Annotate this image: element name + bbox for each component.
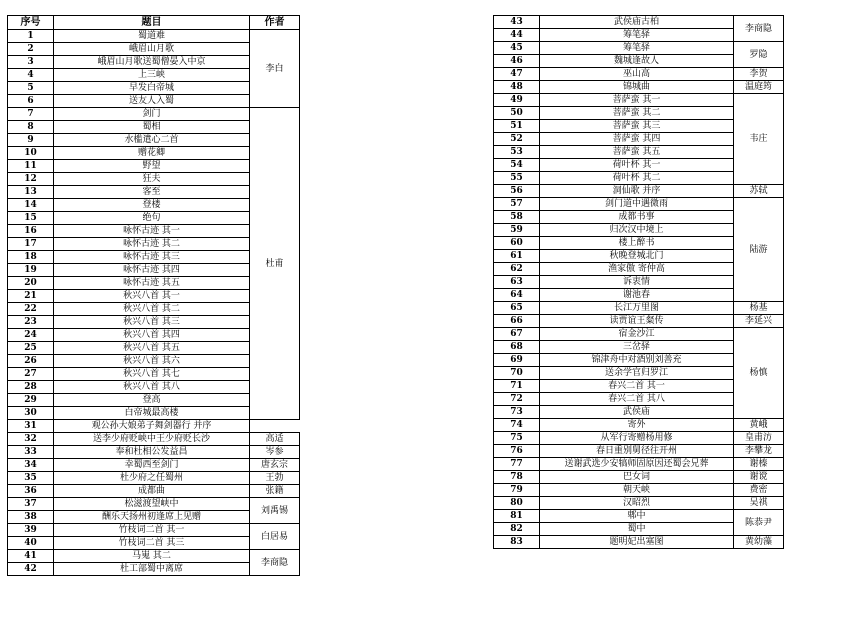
- poem-title: 春日重别舅径往开州: [540, 445, 734, 458]
- poem-title: 秋兴八首 其二: [54, 303, 250, 316]
- poem-number: 24: [8, 329, 54, 342]
- poem-number: 2: [8, 43, 54, 56]
- poem-title: 菩萨蛮 其一: [540, 94, 734, 107]
- header-title: 题目: [54, 16, 250, 30]
- poem-title: 洞仙歌 并序: [540, 185, 734, 198]
- poem-author: 费密: [734, 484, 784, 497]
- poem-title: 水槛遣心二首: [54, 134, 250, 147]
- poem-author: 唐玄宗: [250, 459, 300, 472]
- poem-author: 温庭筠: [734, 81, 784, 94]
- poem-author: 黄峨: [734, 419, 784, 432]
- poem-title: 奉和杜相公发益昌: [54, 446, 250, 459]
- poem-title: 杜工部蜀中离席: [54, 563, 250, 576]
- poem-number: 34: [8, 459, 54, 472]
- table-row: [494, 497, 784, 510]
- table-row: [494, 445, 784, 458]
- poem-number: 52: [494, 133, 540, 146]
- poem-number: 74: [494, 419, 540, 432]
- poem-number: 79: [494, 484, 540, 497]
- table-row: [8, 433, 300, 446]
- poem-author: 李延兴: [734, 315, 784, 328]
- poem-number: 4: [8, 69, 54, 82]
- poem-title: 秋兴八首 其六: [54, 355, 250, 368]
- poem-author: 王勃: [250, 472, 300, 485]
- poem-title: 从军行寄赠杨用修: [540, 432, 734, 445]
- poem-title: 酬乐天扬州初逢席上见赠: [54, 511, 250, 524]
- poem-number: 77: [494, 458, 540, 471]
- poem-title: 咏怀古迹 其二: [54, 238, 250, 251]
- poem-title: 竹枝词二首 其三: [54, 537, 250, 550]
- poem-number: 14: [8, 199, 54, 212]
- table-row: [8, 524, 300, 537]
- poem-number: 60: [494, 237, 540, 250]
- poem-author: 白居易: [250, 524, 300, 550]
- poem-number: 75: [494, 432, 540, 445]
- table-row: [494, 458, 784, 471]
- poem-author: 韦庄: [734, 94, 784, 185]
- poem-author: 陈恭尹: [734, 510, 784, 536]
- poem-title: 谢池春: [540, 289, 734, 302]
- poem-title: 送友人入蜀: [54, 95, 250, 108]
- poem-number: 76: [494, 445, 540, 458]
- poem-number: 66: [494, 315, 540, 328]
- poem-table-left-body: [8, 30, 300, 576]
- poem-number: 11: [8, 160, 54, 173]
- poem-title: 诉衷情: [540, 276, 734, 289]
- poem-number: 64: [494, 289, 540, 302]
- poem-number: 59: [494, 224, 540, 237]
- poem-number: 5: [8, 82, 54, 95]
- table-row: [8, 420, 300, 433]
- poem-author: 刘禹锡: [250, 498, 300, 524]
- poem-author: 高适: [250, 433, 300, 446]
- poem-title: 题明妃出塞图: [540, 536, 734, 549]
- poem-number: 51: [494, 120, 540, 133]
- poem-title: 武侯庙: [540, 406, 734, 419]
- poem-number: 50: [494, 107, 540, 120]
- poem-author: 罗隐: [734, 42, 784, 68]
- table-row: [8, 485, 300, 498]
- poem-title: 菩萨蛮 其四: [540, 133, 734, 146]
- poem-number: 70: [494, 367, 540, 380]
- poem-number: 1: [8, 30, 54, 43]
- poem-number: 7: [8, 108, 54, 121]
- poem-title: 秋兴八首 其四: [54, 329, 250, 342]
- poem-title: 锦津舟中对酒别刘善充: [540, 354, 734, 367]
- poem-title: 筹笔驿: [540, 29, 734, 42]
- poem-title: 松滋渡望峡中: [54, 498, 250, 511]
- table-row: [8, 446, 300, 459]
- poem-number: 67: [494, 328, 540, 341]
- poem-number: 27: [8, 368, 54, 381]
- poem-author: 李白: [250, 30, 300, 108]
- poem-title: 竹枝词二首 其一: [54, 524, 250, 537]
- poem-number: 71: [494, 380, 540, 393]
- poem-number: 41: [8, 550, 54, 563]
- poem-number: 82: [494, 523, 540, 536]
- table-row: [494, 328, 784, 341]
- poem-number: 68: [494, 341, 540, 354]
- poem-title: 秋兴八首 其一: [54, 290, 250, 303]
- poem-author: 苏轼: [734, 185, 784, 198]
- poem-number: 73: [494, 406, 540, 419]
- poem-title: 杜少府之任蜀州: [54, 472, 250, 485]
- table-row: [494, 42, 784, 55]
- poem-number: 33: [8, 446, 54, 459]
- poem-number: 3: [8, 56, 54, 69]
- poem-number: 20: [8, 277, 54, 290]
- poem-number: 62: [494, 263, 540, 276]
- poem-number: 78: [494, 471, 540, 484]
- table-row: [8, 472, 300, 485]
- poem-number: 69: [494, 354, 540, 367]
- poem-title: 白帝城最高楼: [54, 407, 250, 420]
- poem-title: 筹笔驿: [540, 42, 734, 55]
- poem-title: 野望: [54, 160, 250, 173]
- poem-number: 46: [494, 55, 540, 68]
- poem-number: 19: [8, 264, 54, 277]
- poem-title: 渔家傲 寄仲高: [540, 263, 734, 276]
- poem-author: 杨慎: [734, 328, 784, 419]
- poem-number: 26: [8, 355, 54, 368]
- header-num: 序号: [8, 16, 54, 30]
- poem-title: 绝句: [54, 212, 250, 225]
- poem-number: 57: [494, 198, 540, 211]
- poem-title: 菩萨蛮 其三: [540, 120, 734, 133]
- poem-number: 47: [494, 68, 540, 81]
- poem-title: 荷叶杯 其二: [540, 172, 734, 185]
- table-row: [494, 484, 784, 497]
- poem-number: 72: [494, 393, 540, 406]
- poem-title: 武侯庙古柏: [540, 16, 734, 29]
- poem-number: 54: [494, 159, 540, 172]
- poem-number: 18: [8, 251, 54, 264]
- poem-title: 郫中: [540, 510, 734, 523]
- poem-title: 早发白帝城: [54, 82, 250, 95]
- poem-title: 三岔驿: [540, 341, 734, 354]
- poem-table-right-body: [494, 16, 784, 549]
- poem-author: 张籍: [250, 485, 300, 498]
- poem-number: 55: [494, 172, 540, 185]
- poem-number: 36: [8, 485, 54, 498]
- poem-number: 28: [8, 381, 54, 394]
- poem-title: 登楼: [54, 199, 250, 212]
- poem-title: 春兴二首 其八: [540, 393, 734, 406]
- table-row: [494, 185, 784, 198]
- header-author: 作者: [250, 16, 300, 30]
- poem-author: 杨基: [734, 302, 784, 315]
- poem-number: 9: [8, 134, 54, 147]
- poem-author: 李商隐: [734, 16, 784, 42]
- poem-number: 8: [8, 121, 54, 134]
- poem-title: 寄外: [540, 419, 734, 432]
- poem-number: 13: [8, 186, 54, 199]
- poem-title: 观公孙大娘弟子舞剑器行 并序: [54, 420, 250, 433]
- poem-title: 秋兴八首 其七: [54, 368, 250, 381]
- table-header-row: [8, 16, 300, 30]
- poem-title: 汉昭烈: [540, 497, 734, 510]
- poem-title: 锦城曲: [540, 81, 734, 94]
- poem-author: 李攀龙: [734, 445, 784, 458]
- poem-number: 48: [494, 81, 540, 94]
- poem-title: 峨眉山月歌: [54, 43, 250, 56]
- poem-number: 23: [8, 316, 54, 329]
- poem-author: 皇甫汸: [734, 432, 784, 445]
- table-row: [8, 30, 300, 43]
- poem-author: 陆游: [734, 198, 784, 302]
- poem-number: 63: [494, 276, 540, 289]
- poem-number: 42: [8, 563, 54, 576]
- poem-title: 咏怀古迹 其四: [54, 264, 250, 277]
- table-row: [494, 315, 784, 328]
- table-row: [494, 81, 784, 94]
- poem-title: 菩萨蛮 其五: [540, 146, 734, 159]
- poem-author: 李商隐: [250, 550, 300, 576]
- poem-number: 65: [494, 302, 540, 315]
- poem-number: 29: [8, 394, 54, 407]
- poem-author: 谢谠: [734, 471, 784, 484]
- poem-author: 岑参: [250, 446, 300, 459]
- poem-author: 杜甫: [250, 108, 300, 420]
- poem-title: 魏城逢故人: [540, 55, 734, 68]
- poem-number: 81: [494, 510, 540, 523]
- poem-title: 蜀道难: [54, 30, 250, 43]
- poem-table-right: [493, 15, 784, 549]
- table-row: [8, 459, 300, 472]
- poem-title: 巫山高: [540, 68, 734, 81]
- poem-title: 成都书事: [540, 211, 734, 224]
- poem-title: 赠花卿: [54, 147, 250, 160]
- poem-title: 咏怀古迹 其五: [54, 277, 250, 290]
- poem-number: 44: [494, 29, 540, 42]
- poem-number: 16: [8, 225, 54, 238]
- poem-number: 30: [8, 407, 54, 420]
- poem-title: 剑门道中遇微雨: [540, 198, 734, 211]
- poem-number: 31: [8, 420, 54, 433]
- poem-title: 荷叶杯 其一: [540, 159, 734, 172]
- poem-number: 21: [8, 290, 54, 303]
- poem-title: 巴女词: [540, 471, 734, 484]
- poem-title: 登高: [54, 394, 250, 407]
- poem-number: 80: [494, 497, 540, 510]
- poem-number: 53: [494, 146, 540, 159]
- poem-title: 成都曲: [54, 485, 250, 498]
- table-row: [494, 16, 784, 29]
- poem-number: 6: [8, 95, 54, 108]
- poem-title: 蜀中: [540, 523, 734, 536]
- poem-number: 40: [8, 537, 54, 550]
- poem-number: 38: [8, 511, 54, 524]
- poem-title: 客至: [54, 186, 250, 199]
- poem-number: 25: [8, 342, 54, 355]
- poem-number: 22: [8, 303, 54, 316]
- poem-title: 秋晚登城北门: [540, 250, 734, 263]
- poem-number: 12: [8, 173, 54, 186]
- poem-title: 峨眉山月歌送蜀僧晏入中京: [54, 56, 250, 69]
- table-row: [494, 471, 784, 484]
- poem-table-left: [7, 15, 300, 576]
- poem-number: 39: [8, 524, 54, 537]
- table-row: [494, 94, 784, 107]
- poem-title: 宿金沙江: [540, 328, 734, 341]
- poem-title: 归次汉中境上: [540, 224, 734, 237]
- table-row: [8, 550, 300, 563]
- poem-number: 49: [494, 94, 540, 107]
- poem-number: 56: [494, 185, 540, 198]
- poem-number: 35: [8, 472, 54, 485]
- poem-number: 17: [8, 238, 54, 251]
- poem-number: 45: [494, 42, 540, 55]
- poem-title: 马嵬 其二: [54, 550, 250, 563]
- poem-title: 幸蜀西至剑门: [54, 459, 250, 472]
- table-row: [494, 198, 784, 211]
- poem-number: 83: [494, 536, 540, 549]
- poem-title: 咏怀古迹 其一: [54, 225, 250, 238]
- poem-title: 送谢武选少安犒师固原因还蜀会兄葬: [540, 458, 734, 471]
- poem-title: 朝天峡: [540, 484, 734, 497]
- poem-title: 狂夫: [54, 173, 250, 186]
- table-row: [494, 536, 784, 549]
- poem-number: 32: [8, 433, 54, 446]
- poem-title: 长江万里图: [540, 302, 734, 315]
- poem-title: 楼上醉书: [540, 237, 734, 250]
- table-row: [494, 432, 784, 445]
- poem-title: 送余学官归罗江: [540, 367, 734, 380]
- poem-title: 秋兴八首 其五: [54, 342, 250, 355]
- poem-title: 咏怀古迹 其三: [54, 251, 250, 264]
- poem-title: 剑门: [54, 108, 250, 121]
- poem-author: 李贺: [734, 68, 784, 81]
- poem-number: 58: [494, 211, 540, 224]
- poem-number: 10: [8, 147, 54, 160]
- poem-number: 15: [8, 212, 54, 225]
- poem-title: 秋兴八首 其三: [54, 316, 250, 329]
- poem-author: 谢榛: [734, 458, 784, 471]
- poem-title: 蜀相: [54, 121, 250, 134]
- poem-title: 菩萨蛮 其二: [540, 107, 734, 120]
- poem-number: 61: [494, 250, 540, 263]
- poem-title: 读贾谊王粲传: [540, 315, 734, 328]
- poem-title: 秋兴八首 其八: [54, 381, 250, 394]
- poem-title: 送李少府贬峡中王少府贬长沙: [54, 433, 250, 446]
- poem-author: 吴祺: [734, 497, 784, 510]
- poem-title: 上三峡: [54, 69, 250, 82]
- table-row: [494, 302, 784, 315]
- poem-number: 37: [8, 498, 54, 511]
- table-row: [8, 498, 300, 511]
- poem-author: 黄幼藻: [734, 536, 784, 549]
- table-row: [8, 108, 300, 121]
- table-row: [494, 419, 784, 432]
- table-row: [494, 510, 784, 523]
- poem-number: 43: [494, 16, 540, 29]
- table-row: [494, 68, 784, 81]
- poem-title: 春兴二首 其一: [540, 380, 734, 393]
